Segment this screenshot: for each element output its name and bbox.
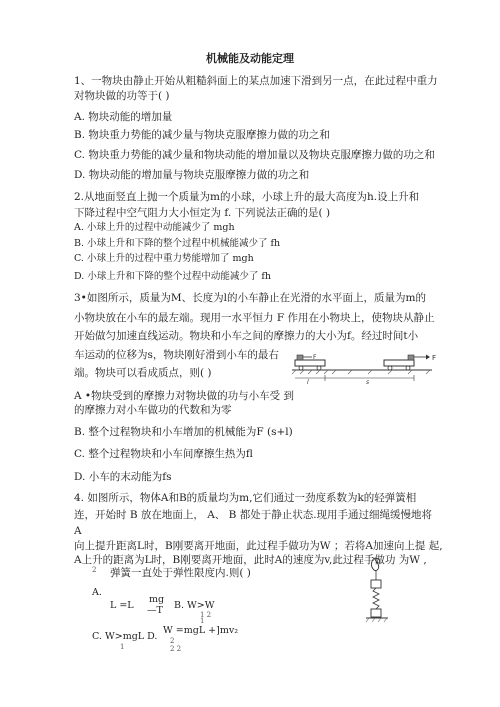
q4-option-b: B. W>W [174,600,215,611]
q4-stem-line-1: 4. 如图所示，物体A和B的质量均为m,它们通过一劲度系数为k的轻弹簧相 [74,492,417,504]
q4-option-a-expr: L =L [110,600,134,611]
figure-force-label-2: F [432,354,437,362]
page-title: 机械能及动能定理 [206,52,294,65]
cart-final [384,360,414,366]
block-b [371,609,381,617]
q4-subscript: 2 [92,566,97,574]
q3-option-a-line-2: 的摩擦力对小车做功的代数和为零 [74,404,232,416]
q4-option-a-label: A. [92,587,102,598]
q3-stem-line-1: 3•如图所示，质量为M、长度为l的小车静止在光滑的水平面上，质量为m的 [74,292,426,304]
q3-option-d: D. 小车的末动能为fs [74,471,172,483]
q1-stem-line-1: 1、一物块由静止开始从粗糙斜面上的某点加速下滑到另一点，在此过程中重力 [74,75,438,87]
block-final [408,355,414,360]
q2-option-d: D. 小球上升和下降的整个过程中动能减少了 fh [74,271,271,282]
q4-stem-line-5: A上升的距离为L时，B刚要离开地面，此时A的速度为v,此过程手做功 为W , [74,554,427,566]
q4-option-d-subscript: 2 [170,637,175,645]
q2-option-b: B. 小球上升和下降的整个过程中机械能减少了 fh [74,238,281,249]
q4-option-c: C. W>mgL D. [92,631,158,642]
q4-option-c-subscript: 1 [120,643,125,651]
q4-option-d-bottom-index: 2 2 [170,645,182,653]
q1-option-c: C. 物块重力势能的减少量和物块动能的增加量以及物块克服摩擦力做的功之和 [74,149,435,161]
q2-option-a: A. 小球上升的过程中动能减少了 mgh [74,222,235,233]
q4-figure-spring-blocks [362,556,392,626]
cart-initial [295,360,325,366]
q1-option-d: D. 物块动能的增加量与物块克服摩擦力做的功之和 [74,169,310,181]
q3-figure-cart-block [292,348,440,386]
q2-stem-line-1: 2.从地面竖直上抛一个质量为m的小球，小球上升的最大高度为h.设上升和 [74,191,420,203]
q4-stem-line-3: A [74,525,82,537]
q4-option-d-expr: W =mgL +]mv₂ [163,625,239,636]
q3-stem-line-4: 车运动的位移为s，物块刚好滑到小车的最右 [74,349,279,361]
q4-stem-line-2: 连，开始时 B 放在地面上， A、 B 都处于静止状态.现用手通过细绳缓慢地将 [74,509,433,521]
q4-option-a-numerator: mg [149,594,165,605]
q4-stem-line-4: 向上提升距离L时，B刚要离开地面，此过程手做功为W ；若将A加速向上提 起, [74,540,443,552]
figure-displacement-label: s [366,379,370,386]
q4-option-a-denominator: —T [147,605,163,616]
q3-stem-line-5: 端。物块可以看成质点，则( ) [74,367,212,379]
q4-stem-line-6: 弹簧一直处于弹性限度内.则( ) [110,567,251,579]
q4-option-b-subscripts: 1 2 [200,611,212,619]
q1-option-b: B. 物块重力势能的减少量与物块克服摩擦力做的功之和 [74,129,330,141]
figure-length-label: l [307,379,309,386]
q4-option-d-superscript: 1 [200,617,205,625]
q3-option-b: B. 整个过程物块和小车增加的机械能为F (s+l) [74,426,293,438]
q1-stem-line-2: 对物块做的功等于( ) [74,90,170,102]
q2-stem-line-2: 下降过程中空气阻力大小恒定为 f. 下列说法正确的是( ) [74,207,331,219]
q3-option-a-line-1: A •物块受到的摩擦力对物块做的功与小车受 到 [74,390,294,402]
q1-option-a: A. 物块动能的增加量 [74,111,173,123]
q3-stem-line-2: 小物块放在小车的最左端。现用一水平恒力 F 作用在小物块上，使物块从静止 [74,312,435,324]
block-a [371,580,381,588]
q2-option-c: C. 小球上升的过程中重力势能增加了 mgh [74,253,254,264]
figure-force-label-1: F [313,354,317,361]
q3-option-c: C. 整个过程物块和小车间摩擦生热为fl [74,448,253,460]
block-initial [297,355,303,360]
q3-stem-line-3: 开始做匀加速直线运动。物块和小车之间的摩擦力的大小为f。经过时间t小 [74,330,419,342]
